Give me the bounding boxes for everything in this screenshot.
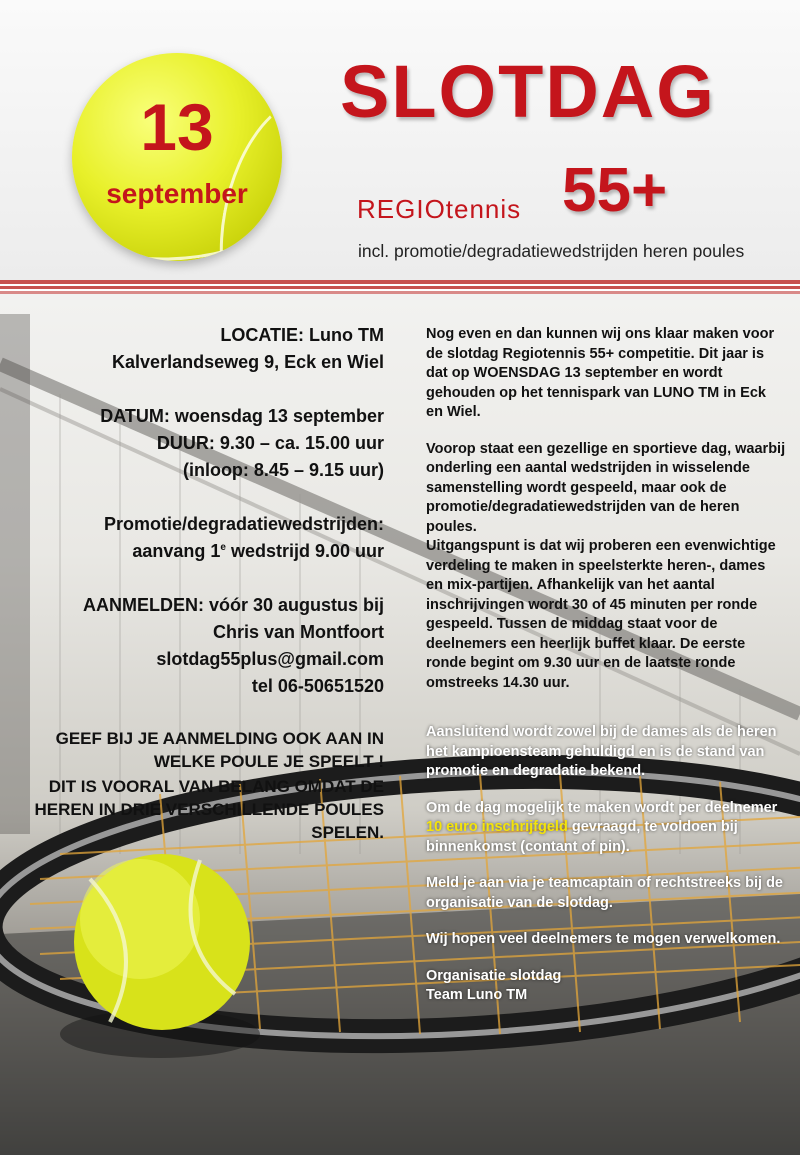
contact-name: Chris van Montfoort <box>213 622 384 642</box>
schedule-paragraph: Uitgangspunt is dat wij proberen een evenwichtige verdeling te maken in speelsterkte heren-, dames en mix-partijen. Afhankelijk van het aantal inschrijvingen wordt 30 of 45 minuten per ronde gespeeld. Tussen de middag staat voor de deelnemers een heerlijk buffet klaar. De eerste ronde begint om 9.30 uur en de laatste ronde omstreeks 14.30 uur. <box>426 538 776 691</box>
welcome-paragraph: Wij hopen veel deelnemers te mogen verwelkomen. <box>426 931 781 947</box>
program-paragraph: Voorop staat een gezellige en sportieve dag, waarbij onderling een aantal wedstrijden in wisselende samenstelling wordt gespeeld, maar ook de promotie/degradatiewedstrijden van de heren poules. <box>426 440 786 535</box>
notice-importance: DIT IS VOORAL VAN BELANG OMDAT DE HEREN IN DRIE VERSCHILLENDE POULES SPELEN. <box>34 777 384 842</box>
divider-line <box>0 286 800 289</box>
header-banner <box>0 0 800 280</box>
event-description <box>426 325 786 1006</box>
ball-date-month: september <box>106 178 248 209</box>
intro-paragraph: Nog even en dan kunnen wij ons klaar maken voor de slotdag Regiotennis 55+ competitie. Dit jaar is dat op WOENSDAG 13 september en wordt gehouden op het tennispark van LUNO TM in Eck en Wiel. <box>426 326 775 420</box>
fee-highlight: 10 euro inschrijfgeld <box>426 819 568 835</box>
subtitle-incl: incl. promotie/degradatiewedstrijden heren poules <box>358 241 745 261</box>
signup-paragraph: Meld je aan via je teamcaptain of rechtstreeks bij de organisatie van de slotdag. <box>426 875 783 911</box>
ceremony-paragraph: Aansluitend wordt zowel bij de dames als de heren het kampioensteam gehuldigd en is de stand van promotie en degradatie bekend. <box>426 724 777 779</box>
first-match-label: aanvang 1e wedstrijd 9.00 uur <box>132 541 384 561</box>
notice-poule: GEEF BIJ JE AANMELDING OOK AAN IN WELKE POULE JE SPEELT ! <box>55 729 384 771</box>
event-details <box>20 322 384 844</box>
fee-paragraph: Om de dag mogelijk te maken wordt per deelnemer 10 euro inschrijfgeld gevraagd, te voldoen bij binnenkomst (contant of pin). <box>426 799 778 855</box>
ball-date-day: 13 <box>140 90 214 164</box>
contact-phone[interactable]: tel 06-50651520 <box>251 676 384 696</box>
promotion-label: Promotie/degradatiewedstrijden: <box>103 514 384 534</box>
duration-label: DUUR: 9.30 – ca. 15.00 uur <box>156 433 384 453</box>
subtitle-age: 55+ <box>562 156 668 225</box>
page-title: SLOTDAG <box>340 50 716 133</box>
signature-line-2: Team Luno TM <box>426 987 528 1003</box>
signature-line-1: Organisatie slotdag <box>426 967 562 984</box>
date-label: DATUM: woensdag 13 september <box>100 406 384 426</box>
location-address: Kalverlandseweg 9, Eck en Wiel <box>112 352 384 372</box>
contact-email[interactable]: slotdag55plus@gmail.com <box>156 649 384 669</box>
divider-line <box>0 280 800 284</box>
subtitle-regio: REGIOtennis <box>357 194 522 224</box>
location-label: LOCATIE: Luno TM <box>220 325 384 345</box>
walk-in-label: (inloop: 8.45 – 9.15 uur) <box>182 460 384 480</box>
register-label: AANMELDEN: vóór 30 augustus bij <box>82 595 384 615</box>
